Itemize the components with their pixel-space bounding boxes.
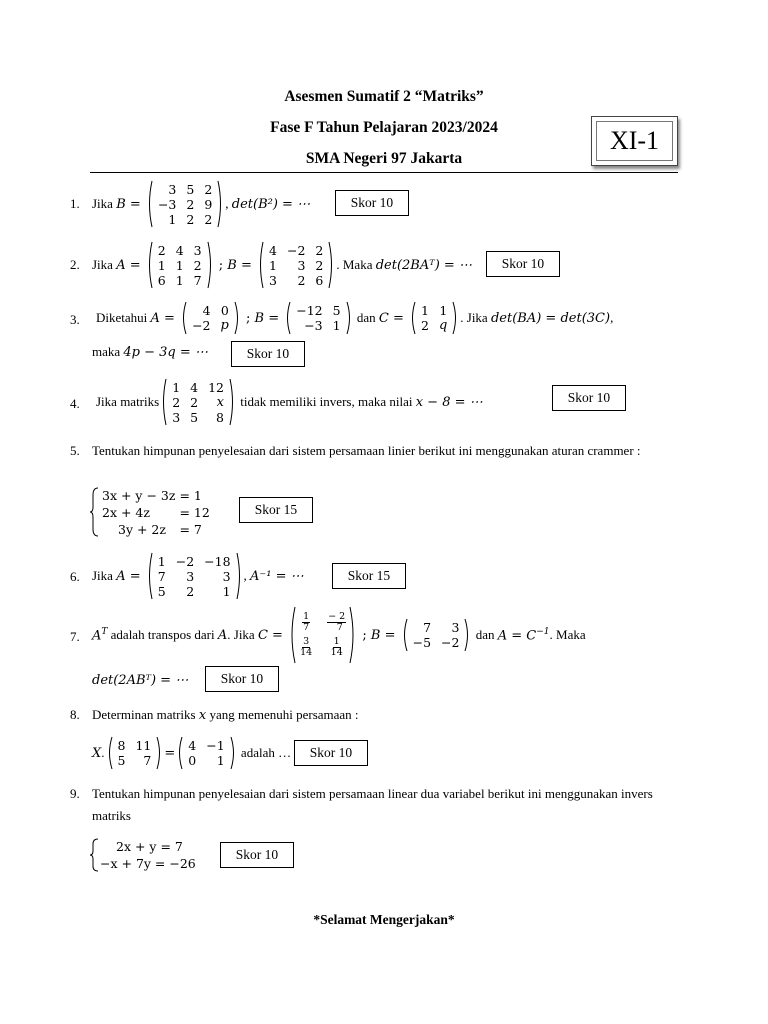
exam-subtitle: Fase F Tahun Pelajaran 2023/2024 [270, 119, 498, 136]
question-3-line-2: maka 4p − 3q = ⋯ [92, 344, 208, 360]
score-box-2: Skor 10 [486, 251, 560, 277]
fraction-1-14: $\frac{1}{14}$ [330, 636, 343, 658]
score-box-4: Skor 10 [552, 385, 626, 411]
question-8-line-2: X . 8 11 5 7 = 4 −1 0 1 adalah … [92, 738, 292, 768]
matrix-B-q2: 4 −2 2 1 3 2 3 2 6 [258, 241, 334, 289]
header-rule [90, 172, 678, 173]
fraction-3-14: $\frac{3}{14}$ [300, 636, 313, 658]
matrix-B-q1: 3 5 2 −3 2 9 1 2 2 [147, 180, 223, 228]
score-box-9: Skor 10 [220, 842, 294, 868]
question-6: Jika A = 1 −2 −18 7 3 3 5 2 1 , A⁻¹ = ⋯ [92, 553, 304, 599]
question-3-line-1: Diketahui A = 4 0 −2 p ; B = −12 5 −3 1 dan C = 1 1 2 q . Jika det(BA) = det(3C) , [96, 303, 614, 333]
question-7-line-1: $A^T$ adalah transpos dari A . Jika C = $\frac{1}{7}$ $\frac{- 2}{7}$ $\frac{3}{14}$ $\frac{1}{14}$ ; B = 7 3 −5 −2 dan $A = C^{-1}$ . Maka [92, 606, 586, 664]
fraction-1-7: $\frac{1}{7}$ [303, 611, 310, 633]
score-box-3: Skor 10 [231, 341, 305, 367]
system-q9: 2x + y = 7 −x + 7y = −26 [100, 839, 196, 871]
question-3-number: 3. [70, 312, 80, 327]
matrix-A-q2: 2 4 3 1 1 2 6 1 7 [147, 241, 213, 289]
score-box-6: Skor 15 [332, 563, 406, 589]
class-label: XI-1 [609, 126, 660, 155]
question-5-number: 5. [70, 443, 80, 458]
question-4: Jika matriks 1 4 12 2 2 x 3 5 8 tidak memiliki invers, maka nilai x − 8 = ⋯ [96, 379, 483, 425]
fraction-neg-2-7: $\frac{- 2}{7}$ [328, 611, 346, 633]
question-2-number: 2. [70, 257, 80, 272]
question-9-text: Tentukan himpunan penyelesaian dari sistem persamaan linear dua variabel berikut ini menggunakan invers matriks [92, 786, 653, 823]
question-6-number: 6. [70, 569, 80, 584]
question-2: Jika A = 2 4 3 1 1 2 6 1 7 ; B = 4 −2 2 1 3 2 3 2 6 . Maka det(2BAᵀ) = ⋯ [92, 242, 472, 288]
school-name: SMA Negeri 97 Jakarta [305, 150, 463, 167]
matrix-A-q3: 4 0 −2 p [181, 301, 240, 335]
matrix-C-q3: 1 1 2 q [410, 301, 458, 335]
exam-title: Asesmen Sumatif 2 “Matriks” [284, 88, 484, 105]
score-box-5: Skor 15 [239, 497, 313, 523]
score-box-8: Skor 10 [294, 740, 368, 766]
score-box-7: Skor 10 [205, 666, 279, 692]
matrix-q4: 1 4 12 2 2 x 3 5 8 [161, 378, 235, 426]
system-q5: 3x + y − 3z = 1 2x + 4z = 12 3y + 2z = 7 [102, 488, 210, 537]
question-1-number: 1. [70, 196, 80, 211]
matrix-B-q7: 7 3 −5 −2 [402, 618, 471, 652]
system-brace-q5 [90, 487, 100, 541]
matrix-C-q7 [289, 606, 356, 664]
question-4-number: 4. [70, 396, 80, 411]
matrix-R-q8: 4 −1 0 1 [177, 736, 235, 770]
question-9-number: 9. [70, 786, 80, 801]
closing-message: *Selamat Mengerjakan* [313, 912, 455, 927]
question-8-line-1: Determinan matriks x yang memenuhi persamaan : [92, 707, 359, 723]
matrix-L-q8: 8 11 5 7 [107, 736, 163, 770]
question-7-number: 7. [70, 629, 80, 644]
matrix-A-q6: 1 −2 −18 7 3 3 5 2 1 [147, 552, 242, 600]
question-7-line-2: det(2ABᵀ) = ⋯ [92, 673, 189, 688]
question-5-text: Tentukan himpunan penyelesaian dari sistem persamaan linier berikut ini menggunakan aturan crammer : [92, 443, 641, 458]
score-box-1: Skor 10 [335, 190, 409, 216]
matrix-B-q3: −12 5 −3 1 [285, 301, 351, 335]
class-label-box [591, 116, 678, 166]
question-8-number: 8. [70, 707, 80, 722]
question-1: Jika B = 3 5 2 −3 2 9 1 2 2 , det(B²) = ⋯ [92, 181, 311, 227]
